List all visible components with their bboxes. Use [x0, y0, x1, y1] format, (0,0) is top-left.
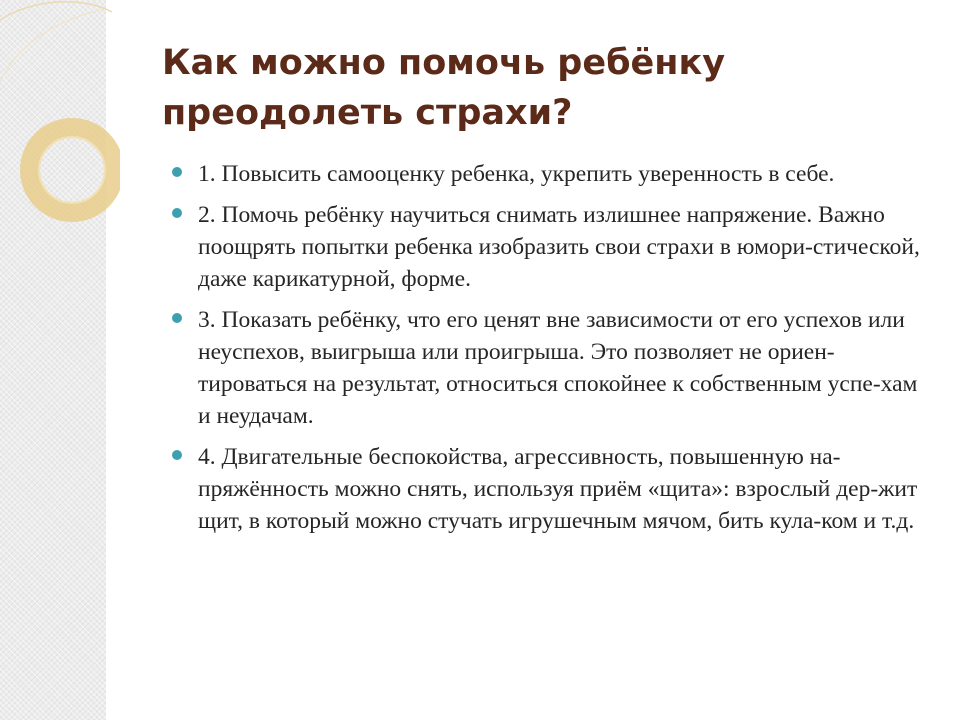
- bullet-icon: [172, 208, 182, 218]
- title-line: преодолеть страхи?: [162, 93, 573, 133]
- gold-ring-inner-shade: [39, 137, 105, 203]
- list-item: [170, 199, 920, 295]
- bullet-list: [170, 158, 920, 546]
- bullet-text: 3. Показать ребёнку, что его ценят вне зависимости от его успехов или неуспехов, выигрыша или проигрыша. Это позволяет не ориен-тироваться на результат, относиться спокойнее к собственным успе-хам и неудачам.: [198, 307, 918, 429]
- bullet-text: 4. Двигательные беспокойства, агрессивность, повышенную на-пряжённость можно снять, используя приём «щита»: взрослый дер-жит щит, в который можно стучать игрушечным мячом, бить кула-ком и т.д.: [198, 444, 918, 534]
- title-line: Как можно помочь ребёнку: [162, 43, 726, 83]
- bullet-icon: [172, 450, 182, 460]
- bullet-text: 2. Помочь ребёнку научиться снимать излишнее напряжение. Важно поощрять попытки ребенка изобразить свои страхи в юмори-стической, даже карикатурной, форме.: [198, 202, 920, 292]
- list-item: [170, 441, 920, 537]
- thin-arc-lower: [0, 10, 100, 82]
- list-item: [170, 304, 920, 432]
- bullet-icon: [172, 167, 182, 177]
- bullet-icon: [172, 313, 182, 323]
- page-title: [162, 38, 902, 138]
- decorative-rings: [0, 0, 120, 260]
- list-item: [170, 158, 920, 190]
- gold-ring: [30, 128, 114, 212]
- bullet-text: 1. Повысить самооценку ребенка, укрепить уверенность в себе.: [198, 161, 835, 187]
